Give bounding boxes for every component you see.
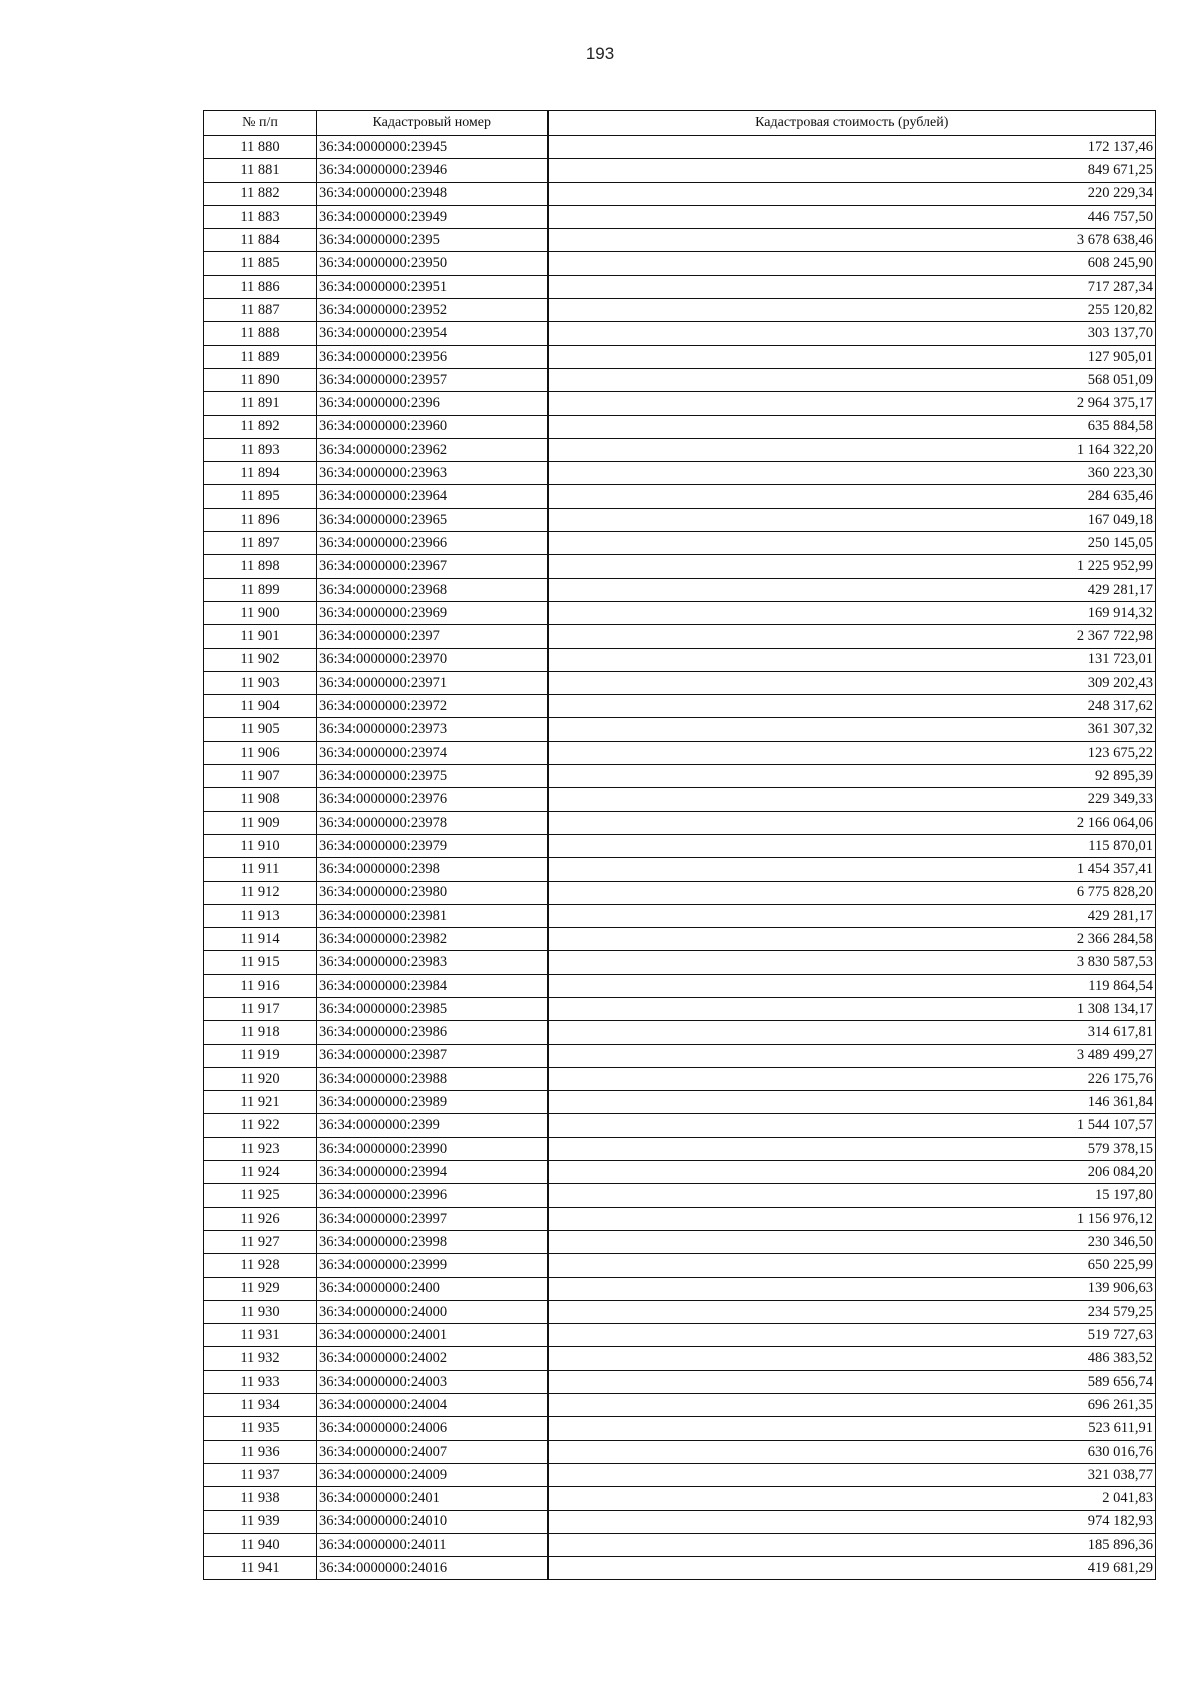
cadastral-value-cell: 131 723,01	[548, 648, 1156, 671]
row-number-cell: 11 939	[204, 1510, 317, 1533]
cadastral-number-cell: 36:34:0000000:23976	[317, 788, 548, 811]
table-row	[204, 625, 1156, 648]
row-number-cell: 11 925	[204, 1184, 317, 1207]
cadastral-number-cell: 36:34:0000000:23971	[317, 671, 548, 694]
cadastral-number-cell: 36:34:0000000:24000	[317, 1300, 548, 1323]
table-row	[204, 1533, 1156, 1556]
row-number-cell: 11 912	[204, 881, 317, 904]
cadastral-number-cell: 36:34:0000000:23946	[317, 159, 548, 182]
column-header-cadastral-number: Кадастровый номер	[317, 111, 548, 136]
table-row	[204, 392, 1156, 415]
cadastral-number-cell: 36:34:0000000:23945	[317, 136, 548, 159]
table-row	[204, 299, 1156, 322]
cadastral-value-cell: 635 884,58	[548, 415, 1156, 438]
table-row	[204, 1207, 1156, 1230]
cadastral-number-cell: 36:34:0000000:23980	[317, 881, 548, 904]
table-row	[204, 1277, 1156, 1300]
row-number-cell: 11 898	[204, 555, 317, 578]
row-number-cell: 11 924	[204, 1161, 317, 1184]
row-number-cell: 11 930	[204, 1300, 317, 1323]
cadastral-value-cell: 419 681,29	[548, 1557, 1156, 1580]
cadastral-value-cell: 6 775 828,20	[548, 881, 1156, 904]
row-number-cell: 11 935	[204, 1417, 317, 1440]
row-number-cell: 11 897	[204, 532, 317, 555]
cadastral-value-cell: 321 038,77	[548, 1463, 1156, 1486]
cadastral-number-cell: 36:34:0000000:23949	[317, 205, 548, 228]
row-number-cell: 11 899	[204, 578, 317, 601]
table-row	[204, 322, 1156, 345]
row-number-cell: 11 914	[204, 928, 317, 951]
row-number-cell: 11 917	[204, 997, 317, 1020]
table-row	[204, 695, 1156, 718]
table-row	[204, 974, 1156, 997]
cadastral-number-cell: 36:34:0000000:23978	[317, 811, 548, 834]
table-row	[204, 462, 1156, 485]
row-number-cell: 11 908	[204, 788, 317, 811]
cadastral-number-cell: 36:34:0000000:23981	[317, 904, 548, 927]
cadastral-number-cell: 36:34:0000000:23973	[317, 718, 548, 741]
cadastral-number-cell: 36:34:0000000:23988	[317, 1067, 548, 1090]
row-number-cell: 11 901	[204, 625, 317, 648]
row-number-cell: 11 922	[204, 1114, 317, 1137]
column-header-cadastral-value: Кадастровая стоимость (рублей)	[548, 111, 1156, 136]
cadastral-value-cell: 234 579,25	[548, 1300, 1156, 1323]
cadastral-number-cell: 36:34:0000000:2399	[317, 1114, 548, 1137]
cadastral-value-cell: 717 287,34	[548, 275, 1156, 298]
cadastral-value-cell: 696 261,35	[548, 1394, 1156, 1417]
cadastral-value-cell: 1 308 134,17	[548, 997, 1156, 1020]
table-row	[204, 252, 1156, 275]
cadastral-value-cell: 2 041,83	[548, 1487, 1156, 1510]
row-number-cell: 11 940	[204, 1533, 317, 1556]
cadastral-value-cell: 230 346,50	[548, 1230, 1156, 1253]
cadastral-number-cell: 36:34:0000000:24003	[317, 1370, 548, 1393]
table-row	[204, 997, 1156, 1020]
cadastral-number-cell: 36:34:0000000:23969	[317, 601, 548, 624]
cadastral-value-cell: 206 084,20	[548, 1161, 1156, 1184]
row-number-cell: 11 905	[204, 718, 317, 741]
cadastral-number-cell: 36:34:0000000:24011	[317, 1533, 548, 1556]
table-row	[204, 1324, 1156, 1347]
cadastral-value-cell: 486 383,52	[548, 1347, 1156, 1370]
cadastral-value-cell: 309 202,43	[548, 671, 1156, 694]
cadastral-value-cell: 172 137,46	[548, 136, 1156, 159]
page-number: 193	[585, 44, 615, 63]
cadastral-number-cell: 36:34:0000000:23948	[317, 182, 548, 205]
cadastral-value-cell: 229 349,33	[548, 788, 1156, 811]
cadastral-value-cell: 250 145,05	[548, 532, 1156, 555]
cadastral-value-table	[203, 110, 1156, 1580]
table-row	[204, 1347, 1156, 1370]
cadastral-number-cell: 36:34:0000000:24004	[317, 1394, 548, 1417]
column-header-number: № п/п	[204, 111, 317, 136]
row-number-cell: 11 895	[204, 485, 317, 508]
row-number-cell: 11 882	[204, 182, 317, 205]
row-number-cell: 11 919	[204, 1044, 317, 1067]
table-row	[204, 1254, 1156, 1277]
row-number-cell: 11 902	[204, 648, 317, 671]
cadastral-value-cell: 146 361,84	[548, 1091, 1156, 1114]
cadastral-value-cell: 115 870,01	[548, 834, 1156, 857]
cadastral-number-cell: 36:34:0000000:2397	[317, 625, 548, 648]
row-number-cell: 11 931	[204, 1324, 317, 1347]
row-number-cell: 11 891	[204, 392, 317, 415]
cadastral-number-cell: 36:34:0000000:23951	[317, 275, 548, 298]
cadastral-value-cell: 127 905,01	[548, 345, 1156, 368]
cadastral-number-cell: 36:34:0000000:24002	[317, 1347, 548, 1370]
table-row	[204, 1487, 1156, 1510]
table-row	[204, 1114, 1156, 1137]
row-number-cell: 11 936	[204, 1440, 317, 1463]
row-number-cell: 11 890	[204, 368, 317, 391]
row-number-cell: 11 921	[204, 1091, 317, 1114]
table-row	[204, 1044, 1156, 1067]
row-number-cell: 11 887	[204, 299, 317, 322]
cadastral-number-cell: 36:34:0000000:23994	[317, 1161, 548, 1184]
row-number-cell: 11 932	[204, 1347, 317, 1370]
cadastral-number-cell: 36:34:0000000:23954	[317, 322, 548, 345]
row-number-cell: 11 926	[204, 1207, 317, 1230]
cadastral-number-cell: 36:34:0000000:23997	[317, 1207, 548, 1230]
table-row	[204, 508, 1156, 531]
cadastral-value-cell: 92 895,39	[548, 765, 1156, 788]
cadastral-value-cell: 2 964 375,17	[548, 392, 1156, 415]
row-number-cell: 11 934	[204, 1394, 317, 1417]
cadastral-number-cell: 36:34:0000000:23985	[317, 997, 548, 1020]
cadastral-number-cell: 36:34:0000000:23968	[317, 578, 548, 601]
cadastral-number-cell: 36:34:0000000:24007	[317, 1440, 548, 1463]
row-number-cell: 11 941	[204, 1557, 317, 1580]
cadastral-value-cell: 123 675,22	[548, 741, 1156, 764]
table-row	[204, 834, 1156, 857]
cadastral-value-cell: 2 166 064,06	[548, 811, 1156, 834]
row-number-cell: 11 933	[204, 1370, 317, 1393]
row-number-cell: 11 923	[204, 1137, 317, 1160]
row-number-cell: 11 904	[204, 695, 317, 718]
table-row	[204, 159, 1156, 182]
cadastral-value-cell: 650 225,99	[548, 1254, 1156, 1277]
cadastral-value-cell: 1 544 107,57	[548, 1114, 1156, 1137]
row-number-cell: 11 913	[204, 904, 317, 927]
cadastral-number-cell: 36:34:0000000:23972	[317, 695, 548, 718]
row-number-cell: 11 883	[204, 205, 317, 228]
table-header-row	[204, 111, 1156, 136]
table-row	[204, 811, 1156, 834]
cadastral-number-cell: 36:34:0000000:23998	[317, 1230, 548, 1253]
cadastral-value-cell: 2 366 284,58	[548, 928, 1156, 951]
table-body	[204, 136, 1156, 1580]
table-row	[204, 718, 1156, 741]
cadastral-value-cell: 220 229,34	[548, 182, 1156, 205]
cadastral-value-cell: 519 727,63	[548, 1324, 1156, 1347]
row-number-cell: 11 910	[204, 834, 317, 857]
cadastral-number-cell: 36:34:0000000:23956	[317, 345, 548, 368]
table-row	[204, 788, 1156, 811]
cadastral-number-cell: 36:34:0000000:23983	[317, 951, 548, 974]
cadastral-number-cell: 36:34:0000000:2396	[317, 392, 548, 415]
row-number-cell: 11 920	[204, 1067, 317, 1090]
cadastral-number-cell: 36:34:0000000:23996	[317, 1184, 548, 1207]
cadastral-value-cell: 589 656,74	[548, 1370, 1156, 1393]
table-row	[204, 578, 1156, 601]
cadastral-number-cell: 36:34:0000000:2400	[317, 1277, 548, 1300]
row-number-cell: 11 884	[204, 229, 317, 252]
cadastral-value-cell: 284 635,46	[548, 485, 1156, 508]
cadastral-number-cell: 36:34:0000000:24001	[317, 1324, 548, 1347]
table-row	[204, 741, 1156, 764]
cadastral-value-cell: 255 120,82	[548, 299, 1156, 322]
table-row	[204, 229, 1156, 252]
row-number-cell: 11 881	[204, 159, 317, 182]
cadastral-value-cell: 185 896,36	[548, 1533, 1156, 1556]
row-number-cell: 11 889	[204, 345, 317, 368]
table-row	[204, 1067, 1156, 1090]
cadastral-value-cell: 523 611,91	[548, 1417, 1156, 1440]
cadastral-number-cell: 36:34:0000000:24016	[317, 1557, 548, 1580]
row-number-cell: 11 909	[204, 811, 317, 834]
row-number-cell: 11 918	[204, 1021, 317, 1044]
cadastral-number-cell: 36:34:0000000:23979	[317, 834, 548, 857]
cadastral-value-cell: 429 281,17	[548, 904, 1156, 927]
cadastral-value-cell: 3 830 587,53	[548, 951, 1156, 974]
table-row	[204, 1440, 1156, 1463]
table-row	[204, 1184, 1156, 1207]
cadastral-number-cell: 36:34:0000000:23989	[317, 1091, 548, 1114]
table-row	[204, 1137, 1156, 1160]
cadastral-number-cell: 36:34:0000000:23982	[317, 928, 548, 951]
table-row	[204, 275, 1156, 298]
cadastral-value-cell: 630 016,76	[548, 1440, 1156, 1463]
row-number-cell: 11 929	[204, 1277, 317, 1300]
table-row	[204, 601, 1156, 624]
cadastral-number-cell: 36:34:0000000:23984	[317, 974, 548, 997]
cadastral-value-cell: 429 281,17	[548, 578, 1156, 601]
row-number-cell: 11 886	[204, 275, 317, 298]
table-row	[204, 951, 1156, 974]
cadastral-number-cell: 36:34:0000000:23975	[317, 765, 548, 788]
cadastral-number-cell: 36:34:0000000:23952	[317, 299, 548, 322]
cadastral-value-cell: 119 864,54	[548, 974, 1156, 997]
table-row	[204, 415, 1156, 438]
row-number-cell: 11 896	[204, 508, 317, 531]
table-row	[204, 1161, 1156, 1184]
cadastral-number-cell: 36:34:0000000:23970	[317, 648, 548, 671]
cadastral-value-cell: 248 317,62	[548, 695, 1156, 718]
cadastral-value-cell: 608 245,90	[548, 252, 1156, 275]
cadastral-value-cell: 1 156 976,12	[548, 1207, 1156, 1230]
table-row	[204, 345, 1156, 368]
cadastral-number-cell: 36:34:0000000:2398	[317, 858, 548, 881]
row-number-cell: 11 937	[204, 1463, 317, 1486]
cadastral-value-cell: 314 617,81	[548, 1021, 1156, 1044]
cadastral-value-cell: 139 906,63	[548, 1277, 1156, 1300]
cadastral-value-cell: 226 175,76	[548, 1067, 1156, 1090]
row-number-cell: 11 911	[204, 858, 317, 881]
row-number-cell: 11 907	[204, 765, 317, 788]
row-number-cell: 11 915	[204, 951, 317, 974]
table-row	[204, 1417, 1156, 1440]
cadastral-number-cell: 36:34:0000000:23950	[317, 252, 548, 275]
row-number-cell: 11 880	[204, 136, 317, 159]
cadastral-value-cell: 361 307,32	[548, 718, 1156, 741]
cadastral-value-cell: 1 164 322,20	[548, 438, 1156, 461]
cadastral-number-cell: 36:34:0000000:23999	[317, 1254, 548, 1277]
table-row	[204, 1300, 1156, 1323]
cadastral-value-cell: 849 671,25	[548, 159, 1156, 182]
cadastral-value-cell: 2 367 722,98	[548, 625, 1156, 648]
cadastral-value-cell: 303 137,70	[548, 322, 1156, 345]
cadastral-number-cell: 36:34:0000000:2401	[317, 1487, 548, 1510]
cadastral-number-cell: 36:34:0000000:23974	[317, 741, 548, 764]
cadastral-value-cell: 1 454 357,41	[548, 858, 1156, 881]
row-number-cell: 11 928	[204, 1254, 317, 1277]
table-row	[204, 182, 1156, 205]
cadastral-value-cell: 169 914,32	[548, 601, 1156, 624]
table-row	[204, 648, 1156, 671]
cadastral-number-cell: 36:34:0000000:23990	[317, 1137, 548, 1160]
table-row	[204, 485, 1156, 508]
table-row	[204, 205, 1156, 228]
cadastral-value-cell: 1 225 952,99	[548, 555, 1156, 578]
row-number-cell: 11 893	[204, 438, 317, 461]
cadastral-number-cell: 36:34:0000000:23967	[317, 555, 548, 578]
table-row	[204, 1510, 1156, 1533]
cadastral-number-cell: 36:34:0000000:2395	[317, 229, 548, 252]
cadastral-value-cell: 360 223,30	[548, 462, 1156, 485]
cadastral-value-cell: 579 378,15	[548, 1137, 1156, 1160]
row-number-cell: 11 938	[204, 1487, 317, 1510]
cadastral-number-cell: 36:34:0000000:23960	[317, 415, 548, 438]
cadastral-number-cell: 36:34:0000000:24010	[317, 1510, 548, 1533]
row-number-cell: 11 916	[204, 974, 317, 997]
table-row	[204, 1021, 1156, 1044]
table-row	[204, 765, 1156, 788]
cadastral-value-cell: 3 489 499,27	[548, 1044, 1156, 1067]
table-row	[204, 1091, 1156, 1114]
cadastral-number-cell: 36:34:0000000:23986	[317, 1021, 548, 1044]
cadastral-number-cell: 36:34:0000000:23966	[317, 532, 548, 555]
cadastral-number-cell: 36:34:0000000:23987	[317, 1044, 548, 1067]
cadastral-number-cell: 36:34:0000000:23962	[317, 438, 548, 461]
row-number-cell: 11 927	[204, 1230, 317, 1253]
row-number-cell: 11 888	[204, 322, 317, 345]
table-row	[204, 858, 1156, 881]
cadastral-number-cell: 36:34:0000000:24006	[317, 1417, 548, 1440]
table-row	[204, 671, 1156, 694]
row-number-cell: 11 885	[204, 252, 317, 275]
row-number-cell: 11 903	[204, 671, 317, 694]
table-row	[204, 928, 1156, 951]
table-row	[204, 1370, 1156, 1393]
cadastral-number-cell: 36:34:0000000:23963	[317, 462, 548, 485]
cadastral-number-cell: 36:34:0000000:23964	[317, 485, 548, 508]
cadastral-number-cell: 36:34:0000000:23957	[317, 368, 548, 391]
cadastral-value-cell: 568 051,09	[548, 368, 1156, 391]
row-number-cell: 11 900	[204, 601, 317, 624]
row-number-cell: 11 906	[204, 741, 317, 764]
row-number-cell: 11 894	[204, 462, 317, 485]
table-row	[204, 438, 1156, 461]
table-row	[204, 555, 1156, 578]
table-row	[204, 1557, 1156, 1580]
row-number-cell: 11 892	[204, 415, 317, 438]
table-row	[204, 136, 1156, 159]
cadastral-value-cell: 167 049,18	[548, 508, 1156, 531]
cadastral-number-cell: 36:34:0000000:24009	[317, 1463, 548, 1486]
cadastral-value-cell: 3 678 638,46	[548, 229, 1156, 252]
table-row	[204, 1230, 1156, 1253]
table-row	[204, 1463, 1156, 1486]
table-row	[204, 1394, 1156, 1417]
table-row	[204, 881, 1156, 904]
cadastral-value-cell: 974 182,93	[548, 1510, 1156, 1533]
table-row	[204, 904, 1156, 927]
table-row	[204, 368, 1156, 391]
table-row	[204, 532, 1156, 555]
cadastral-number-cell: 36:34:0000000:23965	[317, 508, 548, 531]
cadastral-value-cell: 15 197,80	[548, 1184, 1156, 1207]
cadastral-value-cell: 446 757,50	[548, 205, 1156, 228]
